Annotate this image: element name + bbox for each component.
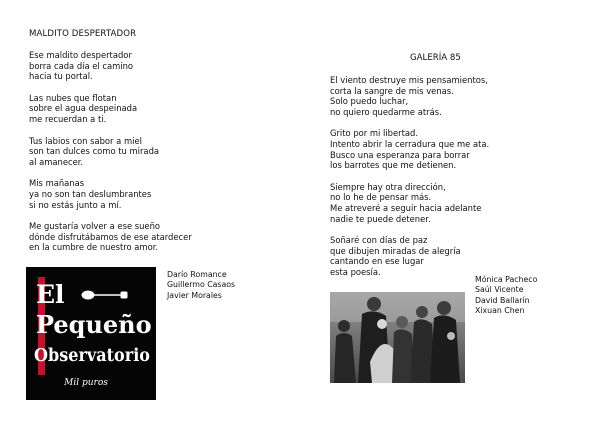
poem-line: nadie te puede detener.	[330, 213, 431, 224]
author-name: Mónica Pacheco	[475, 275, 538, 284]
author-name: Saúl Vicente	[475, 285, 524, 295]
stanza	[29, 136, 269, 168]
author-name: Xixuan Chen	[475, 306, 525, 316]
poem-line: Intento abrir la cerradura que me ata.	[330, 138, 490, 149]
poem-line: corta la sangre de mis venas.	[330, 85, 454, 96]
poem-line: al amanecer.	[29, 156, 84, 167]
poem-line: Me atreveré a seguir hacia adelante	[330, 202, 482, 213]
stanza	[330, 235, 580, 277]
poem-line: me recuerdan a ti.	[29, 113, 107, 124]
poem-line: si no estás junto a mí.	[29, 199, 122, 210]
photo-image	[330, 292, 465, 383]
poem-line: El viento destruye mis pensamientos,	[330, 75, 488, 85]
author-name: Javier Morales	[167, 290, 222, 300]
logo-line-2: Pequeño	[36, 310, 152, 339]
poem-line: son tan dulces como tu mirada	[29, 146, 160, 157]
poem-line: Solo puedo luchar,	[330, 96, 409, 107]
poem-line: borra cada día el camino	[29, 60, 134, 71]
poem-line: cantando en ese lugar	[330, 256, 424, 267]
poem-title: GALERÍA 85	[410, 53, 461, 63]
poem-line: Siempre hay otra dirección,	[330, 181, 446, 192]
poem-line: los barrotes que me detienen.	[330, 160, 457, 171]
poem-line: dónde disfrutábamos de ese atardecer	[29, 231, 192, 242]
poem-line: Me gustaría volver a ese sueño	[29, 221, 161, 232]
poem-title: MALDITO DESPERTADOR	[29, 29, 137, 39]
stanza	[29, 221, 269, 253]
poem-line: Mis mañanas	[29, 178, 85, 189]
stanza	[29, 178, 269, 210]
historical-photo	[330, 292, 465, 383]
poem-line: Tus labios con sabor a miel	[29, 135, 142, 146]
right-page	[300, 0, 600, 424]
poem-line: Grito por mi libertad.	[330, 128, 418, 139]
poem-body	[29, 50, 269, 264]
poem-line: ya no son tan deslumbrantes	[29, 188, 152, 199]
poem-line: sobre el agua despeinada	[29, 103, 138, 114]
logo-line-1: El	[36, 280, 65, 309]
poem-line: Busco una esperanza para borrar	[330, 149, 470, 160]
poem-line: que dibujen miradas de alegría	[330, 245, 461, 256]
poem-line: esta poesía.	[330, 266, 381, 277]
poem-line: hacia tu portal.	[29, 71, 93, 82]
logo-line-3: Observatorio	[34, 346, 150, 366]
poem-line: Ese maldito despertador	[29, 50, 132, 60]
author-name: Darío Romance	[167, 270, 227, 279]
poem-line: no lo he de pensar más.	[330, 192, 432, 203]
poem-line: en la cumbre de nuestro amor.	[29, 242, 159, 253]
stanza	[29, 93, 269, 125]
author-name: David Ballarín	[475, 295, 530, 305]
poem-line: Las nubes que flotan	[29, 92, 117, 103]
stanza	[330, 182, 580, 224]
poem-body	[330, 75, 580, 289]
authors-list	[475, 275, 537, 317]
poem-line: Soñaré con días de paz	[330, 235, 428, 246]
logo-graphic	[26, 267, 156, 400]
authors-list	[167, 270, 235, 301]
poem-line: no quiero quedarme atrás.	[330, 106, 442, 117]
el-pequeno-observatorio-logo	[26, 267, 156, 400]
author-name: Guillermo Casaos	[167, 280, 236, 290]
stanza	[330, 128, 580, 170]
stanza	[330, 75, 580, 117]
stanza	[29, 50, 269, 82]
logo-tagline: Mil puros	[64, 378, 108, 388]
